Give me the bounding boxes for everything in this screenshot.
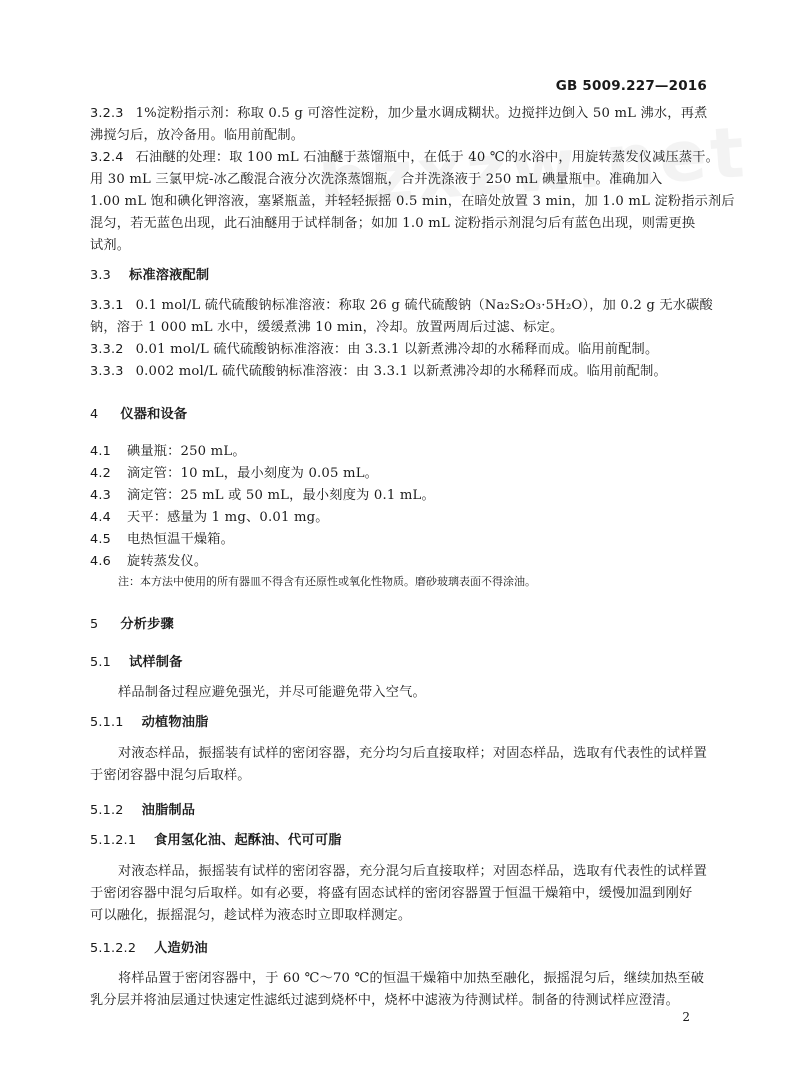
clause-3-2-3-cont: 沸搅匀后，放冷备用。临用前配制。 [90,128,305,143]
equipment-item [90,551,710,573]
clause-number: 3.2.4 [90,150,124,165]
standard-number: GB 5009.227—2016 [555,78,707,94]
section-number: 5.1.2 [90,803,124,818]
item-text: 碘量瓶：250 mL。 [126,444,246,459]
item-number: 4.2 [90,466,111,481]
section-heading-5-1-1 [90,712,710,734]
section-title: 人造奶油 [154,941,208,956]
section-number: 5.1 [90,655,111,670]
clause-number: 3.3.2 [90,342,124,357]
section-title: 分析步骤 [120,617,174,632]
clause-3-3-3 [90,361,710,383]
section-title: 动植物油脂 [141,715,209,730]
clause-3-3-1-cont: 钠，溶于 1 000 mL 水中，缓缓煮沸 10 min，冷却。放置两周后过滤、标定。 [90,320,564,335]
clause-number: 3.3.3 [90,364,124,379]
paragraph-5-1: 样品制备过程应避免强光，并尽可能避免带入空气。 [118,685,426,700]
item-text: 天平：感量为 1 mg、0.01 mg。 [126,510,329,525]
item-number: 4.1 [90,444,111,459]
clause-number: 3.3.1 [90,298,124,313]
section-number: 4 [90,407,99,422]
section-number: 5 [90,617,99,632]
section-heading-5-1-2 [90,800,710,822]
section-heading-5 [90,614,710,636]
item-text: 滴定管：25 mL 或 50 mL，最小刻度为 0.1 mL。 [126,488,435,503]
item-text: 滴定管：10 mL，最小刻度为 0.05 mL。 [126,466,379,481]
clause-3-2-4-line5: 试剂。 [90,238,131,253]
clause-3-2-3 [90,103,710,125]
equipment-item [90,463,710,485]
item-number: 4.5 [90,532,111,547]
section-number: 3.3 [90,268,111,283]
section-title: 标准溶液配制 [128,268,210,283]
section-heading-5-1-2-1 [90,830,710,852]
section-heading-3-3 [90,265,710,287]
section-number: 5.1.2.1 [90,833,137,848]
section-number: 5.1.1 [90,715,124,730]
section-heading-4 [90,404,710,426]
equipment-item [90,485,710,507]
paragraph-5-1-2-1-line2: 于密闭容器中混匀后取样。如有必要，将盛有固态试样的密闭容器置于恒温干燥箱中，缓慢加温到刚好 [90,886,693,901]
item-number: 4.3 [90,488,111,503]
item-text: 电热恒温干燥箱。 [126,532,235,547]
page-number: 2 [682,1010,690,1024]
section-number: 5.1.2.2 [90,941,137,956]
clause-3-3-2 [90,339,710,361]
clause-text: 1%淀粉指示剂：称取 0.5 g 可溶性淀粉，加少量水调成糊状。边搅拌边倒入 50 mL 沸水，再煮 [135,106,708,121]
clause-text: 石油醚的处理：取 100 mL 石油醚于蒸馏瓶中，在低于 40 ℃的水浴中，用旋转蒸发仪减压蒸干。 [135,150,720,165]
paragraph-5-1-2-1-line3: 可以融化，振摇混匀，趁试样为液态时立即取样测定。 [90,908,412,923]
clause-3-2-4-line2: 用 30 mL 三氯甲烷-冰乙酸混合液分次洗涤蒸馏瓶，合并洗涤液于 250 mL 碘量瓶中。准确加入 [90,172,663,187]
clause-3-3-1 [90,295,713,317]
paragraph-5-1-1-line2: 于密闭容器中混匀后取样。 [90,768,251,783]
equipment-note: 注：本方法中使用的所有器皿不得含有还原性或氧化性物质。磨砂玻璃表面不得涂油。 [118,575,536,588]
paragraph-5-1-2-1-line1: 对液态样品，振摇装有试样的密闭容器，充分混匀后直接取样；对固态样品，选取有代表性的试样置 [118,864,708,879]
section-title: 食用氢化油、起酥油、代可可脂 [154,833,342,848]
paragraph-5-1-1-line1: 对液态样品，振摇装有试样的密闭容器，充分均匀后直接取样；对固态样品，选取有代表性的试样置 [118,746,708,761]
clause-text: 0.01 mol/L 硫代硫酸钠标准溶液：由 3.3.1 以新煮沸冷却的水稀释而成。临用前配制。 [135,342,659,357]
clause-number: 3.2.3 [90,106,124,121]
item-number: 4.4 [90,510,111,525]
paragraph-5-1-2-2-line2: 乳分层并将油层通过快速定性滤纸过滤到烧杯中，烧杯中滤液为待测试样。制备的待测试样应澄清。 [90,993,680,1008]
section-title: 仪器和设备 [120,407,188,422]
clause-3-2-4-line3: 1.00 mL 饱和碘化钾溶液，塞紧瓶盖，并轻轻振摇 0.5 min，在暗处放置 3 min，加 1.0 mL 淀粉指示剂后 [90,194,735,209]
item-number: 4.6 [90,554,111,569]
section-heading-5-1-2-2 [90,938,710,960]
item-text: 旋转蒸发仪。 [126,554,208,569]
equipment-item [90,529,710,551]
section-title: 油脂制品 [141,803,196,818]
section-title: 试样制备 [128,655,183,670]
equipment-item [90,441,710,463]
clause-3-2-4-line4: 混匀，若无蓝色出现，此石油醚用于试样制备；如加 1.0 mL 淀粉指示剂混匀后有蓝色出现，则需更换 [90,216,696,231]
section-heading-5-1 [90,652,710,674]
equipment-item [90,507,710,529]
clause-text: 0.002 mol/L 硫代硫酸钠标准溶液：由 3.3.1 以新煮沸冷却的水稀释而成。临用前配制。 [135,364,667,379]
clause-text: 0.1 mol/L 硫代硫酸钠标准溶液：称取 26 g 硫代硫酸钠（Na₂S₂O₃·5H₂O），加 0.2 g 无水碳酸 [135,298,713,313]
clause-3-2-4 [90,147,720,169]
paragraph-5-1-2-2-line1: 将样品置于密闭容器中，于 60 ℃～70 ℃的恒温干燥箱中加热至融化，振摇混匀后，继续加热至破 [118,971,705,986]
